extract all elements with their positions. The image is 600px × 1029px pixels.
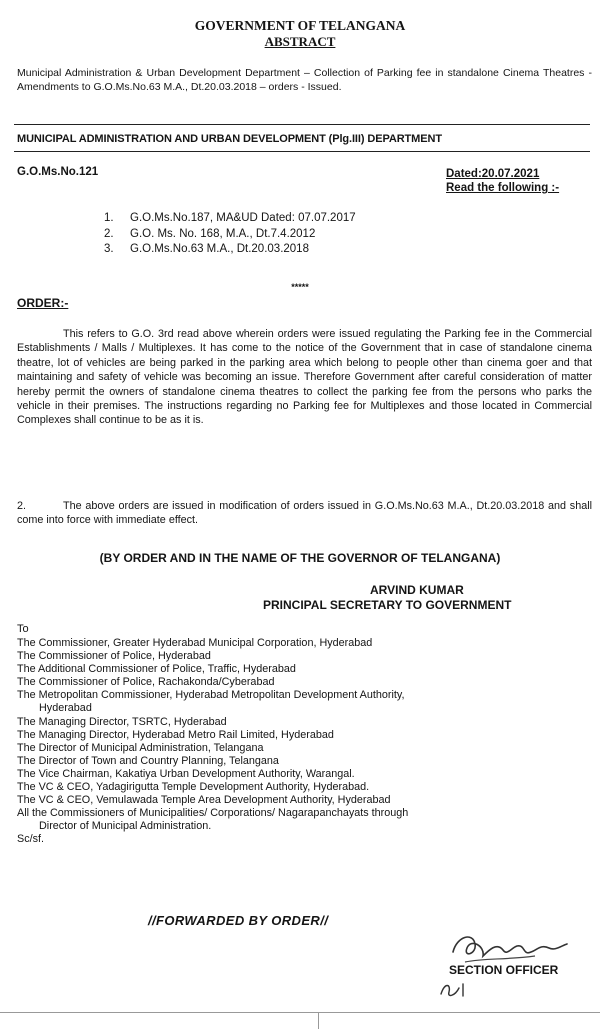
recipient-item: The Managing Director, Hyderabad Metro Rail Limited, Hyderabad [17, 728, 334, 741]
reference-item: 3. G.O.Ms.No.63 M.A., Dt.20.03.2018 [104, 243, 309, 255]
recipient-item: The Commissioner of Police, Hyderabad [17, 650, 211, 663]
order-paragraph-1: This refers to G.O. 3rd read above wherein orders were issued regulating the Parking fee in the Commercial Establishments / Malls / Multiplexes. It has come to the notice of the Government that in case of standalone cinema theatre, lot of vehicles are being parked in the parking area which belong to people other than cinema goer and that maintaining and safety of vehicle was becoming an issue. Therefore Government after careful consideration of matter hereby permit the owners of standalone cinema theatres to collect the parking fee from the persons who parks the vehicle in their premises. The instructions regarding no Parking fee for Multiplexes and those located in Commercial Complexes shall continue to be as it is. [17, 328, 592, 427]
recipient-item: The Commissioner of Police, Rachakonda/Cyberabad [17, 676, 275, 689]
to-label: To [17, 623, 29, 635]
references-list [104, 211, 356, 258]
subject-text: Municipal Administration & Urban Development Department – Collection of Parking fee in standalone Cinema Theatres - Amendments to G.O.Ms.No.63 M.A., Dt.20.03.2018 – orders - Issued. [17, 67, 592, 93]
signatory-name: ARVIND KUMAR [370, 583, 464, 597]
department-divider [14, 151, 590, 152]
government-heading: GOVERNMENT OF TELANGANA [194, 18, 406, 33]
initial-mark [437, 978, 477, 1000]
recipient-item: The Metropolitan Commissioner, Hyderabad Metropolitan Development Authority, [17, 689, 405, 702]
read-following-label: Read the following :- [446, 182, 560, 194]
go-number: G.O.Ms.No.121 [17, 166, 99, 178]
go-date: Dated:20.07.2021 [446, 168, 540, 180]
recipient-item: Hyderabad [39, 702, 92, 715]
recipient-item: Director of Municipal Administration. [39, 820, 212, 833]
order-heading: ORDER:- [17, 296, 69, 310]
reference-item: 1. G.O.Ms.No.187, MA&UD Dated: 07.07.2017 [104, 212, 356, 224]
paragraph-text: The above orders are issued in modification of orders issued in G.O.Ms.No.63 M.A., Dt.20.03.2018 and shall come into force with immediate effect. [17, 500, 592, 527]
recipient-item: Sc/sf. [17, 833, 44, 846]
recipients-list [17, 637, 597, 847]
recipient-item: The VC & CEO, Vemulawada Temple Area Development Authority, Hyderabad [17, 794, 391, 807]
recipient-item: The Director of Municipal Administration, Telangana [17, 741, 264, 754]
recipient-item: The Vice Chairman, Kakatiya Urban Development Authority, Warangal. [17, 767, 355, 780]
paragraph-number: 2. [17, 500, 27, 512]
abstract-heading: ABSTRACT [264, 34, 336, 49]
recipient-item: The Commissioner, Greater Hyderabad Municipal Corporation, Hyderabad [17, 637, 373, 649]
by-order-line: (BY ORDER AND IN THE NAME OF THE GOVERNOR OF TELANGANA) [99, 551, 501, 565]
recipient-item: The Managing Director, TSRTC, Hyderabad [17, 715, 227, 728]
recipient-item: All the Commissioners of Municipalities/ Corporations/ Nagarapanchayats through [17, 807, 409, 820]
recipient-item: The VC & CEO, Yadagirigutta Temple Development Authority, Hyderabad. [17, 781, 370, 794]
reference-item: 2. G.O. Ms. No. 168, M.A., Dt.7.4.2012 [104, 227, 316, 240]
signatory-designation: PRINCIPAL SECRETARY TO GOVERNMENT [263, 598, 512, 612]
order-paragraph-2 [17, 499, 592, 528]
separator-stars: ***** [291, 282, 309, 292]
recipient-item: The Director of Town and Country Planning, Telangana [17, 754, 279, 767]
recipient-item: The Additional Commissioner of Police, Traffic, Hyderabad [17, 663, 296, 676]
bottom-edge-tick [318, 1012, 319, 1029]
top-divider [14, 124, 590, 125]
section-officer-label: SECTION OFFICER [449, 963, 559, 977]
forwarded-by-order: //FORWARDED BY ORDER// [148, 913, 329, 928]
department-heading: MUNICIPAL ADMINISTRATION AND URBAN DEVELOPMENT (Plg.III) DEPARTMENT [17, 133, 442, 145]
bottom-edge-line [0, 1012, 600, 1013]
